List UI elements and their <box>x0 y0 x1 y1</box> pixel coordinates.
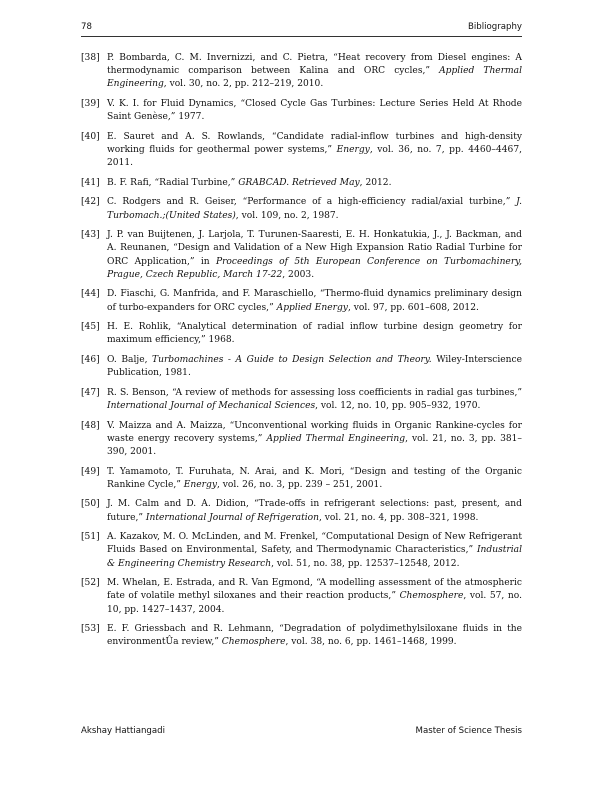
reference-number: [41] <box>81 177 100 188</box>
reference-venue: J. Turbomach.;(United States) <box>107 197 522 221</box>
reference-details: , vol. 21, no. 3, pp. 381–390, 2001. <box>107 433 522 457</box>
reference-text: J. M. Calm and D. A. Didion, “Trade-offs in refrigerant selections: past, present, and future,” <box>107 499 522 523</box>
header-rule <box>81 36 522 37</box>
reference-entry <box>81 196 522 222</box>
reference-details: , vol. 38, no. 6, pp. 1461–1468, 1999. <box>285 637 457 648</box>
reference-number: [40] <box>81 131 100 142</box>
reference-number: [52] <box>81 578 100 589</box>
reference-list <box>81 52 522 656</box>
reference-venue: Applied Energy <box>276 302 348 313</box>
reference-text: J. P. van Buijtenen, J. Larjola, T. Turunen-Saaresti, E. H. Honkatukia, J., J. Backman, and A. Reunanen, “Design and Validation of a New High Expansion Ratio Radial Turbine for ORC Application,” in <box>107 230 522 267</box>
reference-text: E. Sauret and A. S. Rowlands, “Candidate radial-inflow turbines and high-density working fluids for geothermal power systems,” <box>107 131 522 155</box>
reference-number: [49] <box>81 466 100 477</box>
reference-entry <box>81 131 522 171</box>
reference-venue: Chemosphere <box>221 637 286 648</box>
reference-text: R. S. Benson, “A review of methods for assessing loss coefficients in radial gas turbines,” <box>107 387 522 398</box>
reference-number: [45] <box>81 322 100 333</box>
reference-venue: Chemosphere <box>399 591 464 602</box>
reference-details: , vol. 36, no. 7, pp. 4460–4467, 2011. <box>107 145 522 169</box>
reference-details: , vol. 51, no. 38, pp. 12537–12548, 2012. <box>271 558 460 569</box>
reference-number: [48] <box>81 420 100 431</box>
reference-number: [51] <box>81 532 100 543</box>
page-number: 78 <box>81 22 92 32</box>
reference-number: [42] <box>81 197 100 208</box>
reference-details: , 2003. <box>282 269 315 280</box>
reference-number: [44] <box>81 289 100 300</box>
reference-details: , vol. 57, no. 10, pp. 1427–1437, 2004. <box>107 591 522 615</box>
author-name: Akshay Hattiangadi <box>81 726 165 736</box>
reference-text: H. E. Rohlik, “Analytical determination of radial inflow turbine design geometry for maximum efficiency,” 1968. <box>107 322 522 346</box>
reference-entry <box>81 354 522 380</box>
reference-venue: Energy <box>336 145 370 155</box>
reference-text: V. K. I. for Fluid Dynamics, “Closed Cycle Gas Turbines: Lecture Series Held At Rhode Saint Genèse,” 1977. <box>107 99 522 123</box>
reference-number: [50] <box>81 499 100 510</box>
reference-details: , vol. 21, no. 4, pp. 308–321, 1998. <box>318 512 479 523</box>
thesis-label: Master of Science Thesis <box>415 726 522 736</box>
reference-text: E. F. Griessbach and R. Lehmann, “Degradation of polydimethylsiloxane fluids in the environmentÛa review,” <box>107 624 522 648</box>
reference-details: , vol. 109, no. 2, 1987. <box>235 210 339 221</box>
reference-venue: Applied Thermal Engineering <box>107 66 522 90</box>
reference-text: V. Maizza and A. Maizza, “Unconventional working fluids in Organic Rankine-cycles for waste energy recovery systems,” <box>107 420 522 444</box>
reference-text: A. Kazakov, M. O. McLinden, and M. Frenkel, “Computational Design of New Refrigerant Fluids Based on Environmental, Safety, and Thermodynamic Characteristics,” <box>107 532 522 556</box>
reference-venue: Proceedings of 5th European Conference on Turbomachinery, Prague, Czech Republic, March 17-22 <box>107 256 522 280</box>
reference-number: [53] <box>81 624 100 635</box>
reference-venue: Industrial & Engineering Chemistry Research <box>107 545 522 569</box>
reference-entry <box>81 52 522 92</box>
reference-text: P. Bombarda, C. M. Invernizzi, and C. Pietra, “Heat recovery from Diesel engines: A thermodynamic comparison between Kalina and ORC cycles,” <box>107 53 522 77</box>
reference-number: [38] <box>81 53 100 63</box>
reference-entry <box>81 531 522 571</box>
reference-details: , vol. 30, no. 2, pp. 212–219, 2010. <box>163 79 324 90</box>
reference-entry <box>81 498 522 524</box>
reference-text: D. Fiaschi, G. Manfrida, and F. Maraschiello, “Thermo-fluid dynamics preliminary design of turbo-expanders for ORC cycles,” <box>107 289 522 313</box>
reference-entry <box>81 387 522 413</box>
reference-text: O. Balje, <box>107 354 153 365</box>
reference-details: , 2012. <box>359 177 392 188</box>
reference-venue: Energy <box>183 479 217 490</box>
reference-entry <box>81 623 522 649</box>
reference-details: Wiley-Interscience Publication, 1981. <box>107 354 522 379</box>
reference-venue: Applied Thermal Engineering <box>266 433 406 444</box>
reference-text: T. Yamamoto, T. Furuhata, N. Arai, and K. Mori, “Design and testing of the Organic Rankine Cycle,” <box>107 466 522 490</box>
reference-details: , vol. 26, no. 3, pp. 239 – 251, 2001. <box>216 479 383 490</box>
reference-venue: GRABCAD. Retrieved May <box>238 177 360 188</box>
running-header <box>81 22 522 36</box>
reference-entry <box>81 229 522 282</box>
reference-number: [39] <box>81 99 100 109</box>
running-footer <box>81 726 522 740</box>
reference-details: , vol. 97, pp. 601–608, 2012. <box>347 302 479 313</box>
reference-venue: International Journal of Mechanical Sciences <box>107 400 316 411</box>
reference-entry <box>81 466 522 492</box>
reference-entry <box>81 420 522 460</box>
reference-number: [46] <box>81 354 100 365</box>
reference-number: [43] <box>81 230 100 241</box>
reference-entry <box>81 98 522 124</box>
reference-entry <box>81 577 522 617</box>
section-title: Bibliography <box>467 22 522 32</box>
reference-text: C. Rodgers and R. Geiser, “Performance of a high-efficiency radial/axial turbine,” <box>107 197 517 208</box>
reference-number: [47] <box>81 387 100 398</box>
reference-text: M. Whelan, E. Estrada, and R. Van Egmond, “A modelling assessment of the atmospheric fate of volatile methyl siloxanes and their reaction products,” <box>107 578 522 602</box>
reference-entry <box>81 288 522 314</box>
reference-details: , vol. 12, no. 10, pp. 905–932, 1970. <box>315 400 481 411</box>
reference-venue: Turbomachines - A Guide to Design Selection and Theory. <box>152 354 432 365</box>
reference-entry <box>81 177 522 190</box>
reference-venue: International Journal of Refrigeration <box>145 512 319 523</box>
reference-text: B. F. Rafi, “Radial Turbine,” <box>107 177 239 188</box>
reference-entry <box>81 321 522 347</box>
